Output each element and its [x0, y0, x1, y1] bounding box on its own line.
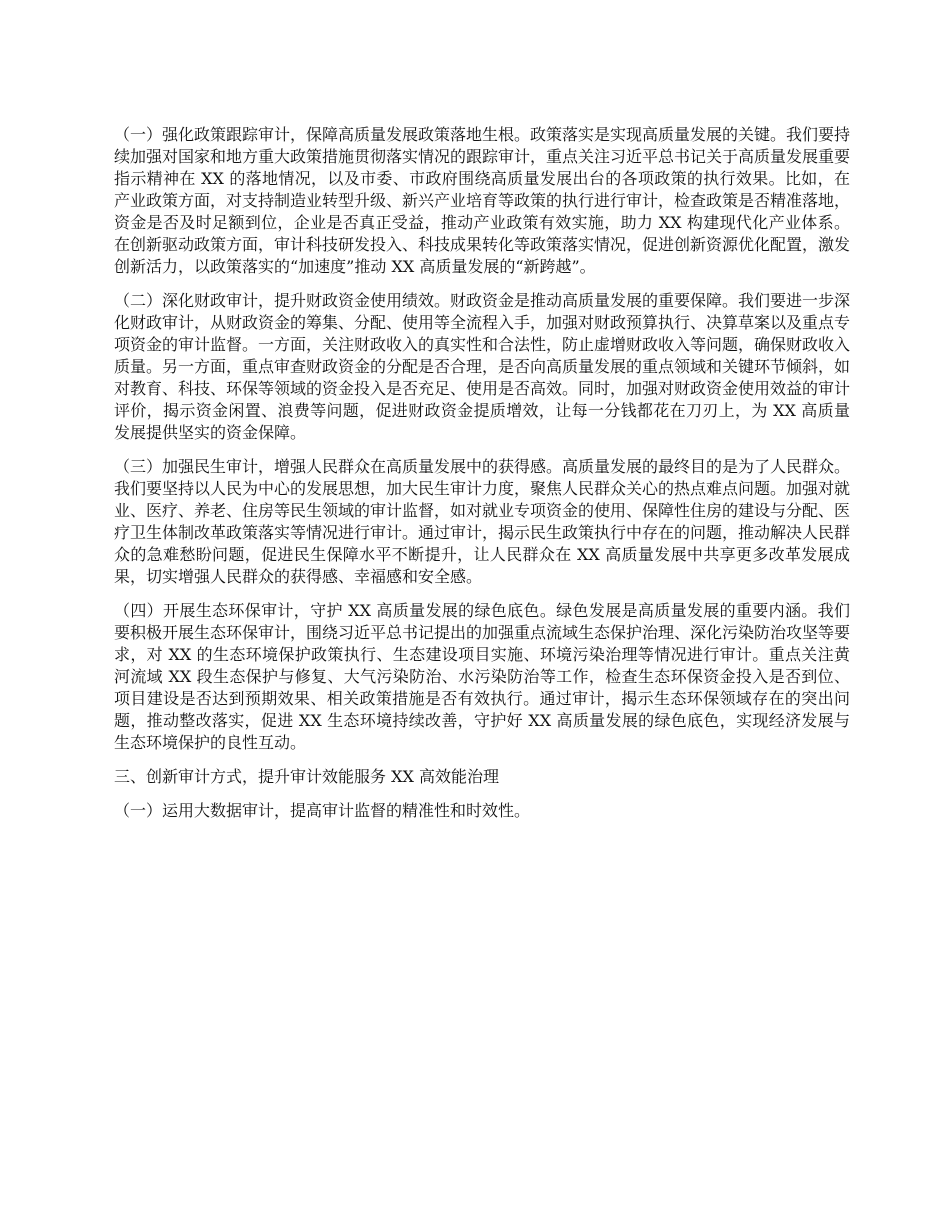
section-heading-innovate-audit: 三、创新审计方式，提升审计效能服务 XX 高效能治理 [114, 767, 499, 786]
document-body [114, 124, 850, 834]
paragraph-livelihood-audit: （三）加强民生审计，增强人民群众在高质量发展中的获得感。高质量发展的最终目的是为了人民群众。我们要坚持以人民为中心的发展思想，加大民生审计力度，聚焦人民群众关心的热点难点问题。加强对就业、医疗、养老、住房等民生领域的审计监督，如对就业专项资金的使用、保障性住房的建设与分配、医疗卫生体制改革政策落实等情况进行审计。通过审计，揭示民生政策执行中存在的问题，推动解决人民群众的急难愁盼问题，促进民生保障水平不断提升，让人民群众在 XX 高质量发展中共享更多改革发展成果，切实增强人民群众的获得感、幸福感和安全感。 [114, 457, 851, 586]
paragraph-policy-tracking-audit: （一）强化政策跟踪审计，保障高质量发展政策落地生根。政策落实是实现高质量发展的关键。我们要持续加强对国家和地方重大政策措施贯彻落实情况的跟踪审计，重点关注习近平总书记关于高质量发展重要指示精神在 XX 的落地情况，以及市委、市政府围绕高质量发展出台的各项政策的执行效果。比如，在产业政策方面，对支持制造业转型升级、新兴产业培育等政策的执行进行审计，检查政策是否精准落地，资金是否及时足额到位，企业是否真正受益，推动产业政策有效实施，助力 XX 构建现代化产业体系。在创新驱动政策方面，审计科技研发投入、科技成果转化等政策落实情况，促进创新资源优化配置，激发创新活力，以政策落实的“加速度”推动 XX 高质量发展的“新跨越”。 [114, 125, 851, 276]
paragraph-ecological-audit: （四）开展生态环保审计，守护 XX 高质量发展的绿色底色。绿色发展是高质量发展的重要内涵。我们要积极开展生态环保审计，围绕习近平总书记提出的加强重点流域生态保护治理、深化污染防治攻坚等要求，对 XX 的生态环境保护政策执行、生态建设项目实施、环境污染治理等情况进行审计。重点关注黄河流域 XX 段生态保护与修复、大气污染防治、水污染防治等工作，检查生态环保资金投入是否到位、项目建设是否达到预期效果、相关政策措施是否有效执行。通过审计，揭示生态环保领域存在的突出问题，推动整改落实，促进 XX 生态环境持续改善，守护好 XX 高质量发展的绿色底色，实现经济发展与生态环境保护的良性互动。 [114, 601, 851, 752]
paragraph-big-data-audit: （一）运用大数据审计，提高审计监督的精准性和时效性。 [114, 801, 531, 820]
paragraph-fiscal-audit: （二）深化财政审计，提升财政资金使用绩效。财政资金是推动高质量发展的重要保障。我们要进一步深化财政审计，从财政资金的筹集、分配、使用等全流程入手，加强对财政预算执行、决算草案以及重点专项资金的审计监督。一方面，关注财政收入的真实性和合法性，防止虚增财政收入等问题，确保财政收入质量。另一方面，重点审查财政资金的分配是否合理，是否向高质量发展的重点领域和关键环节倾斜，如对教育、科技、环保等领域的资金投入是否充足、使用是否高效。同时，加强对财政资金使用效益的审计评价，揭示资金闲置、浪费等问题，促进财政资金提质增效，让每一分钱都花在刀刃上，为 XX 高质量发展提供坚实的资金保障。 [114, 291, 851, 442]
